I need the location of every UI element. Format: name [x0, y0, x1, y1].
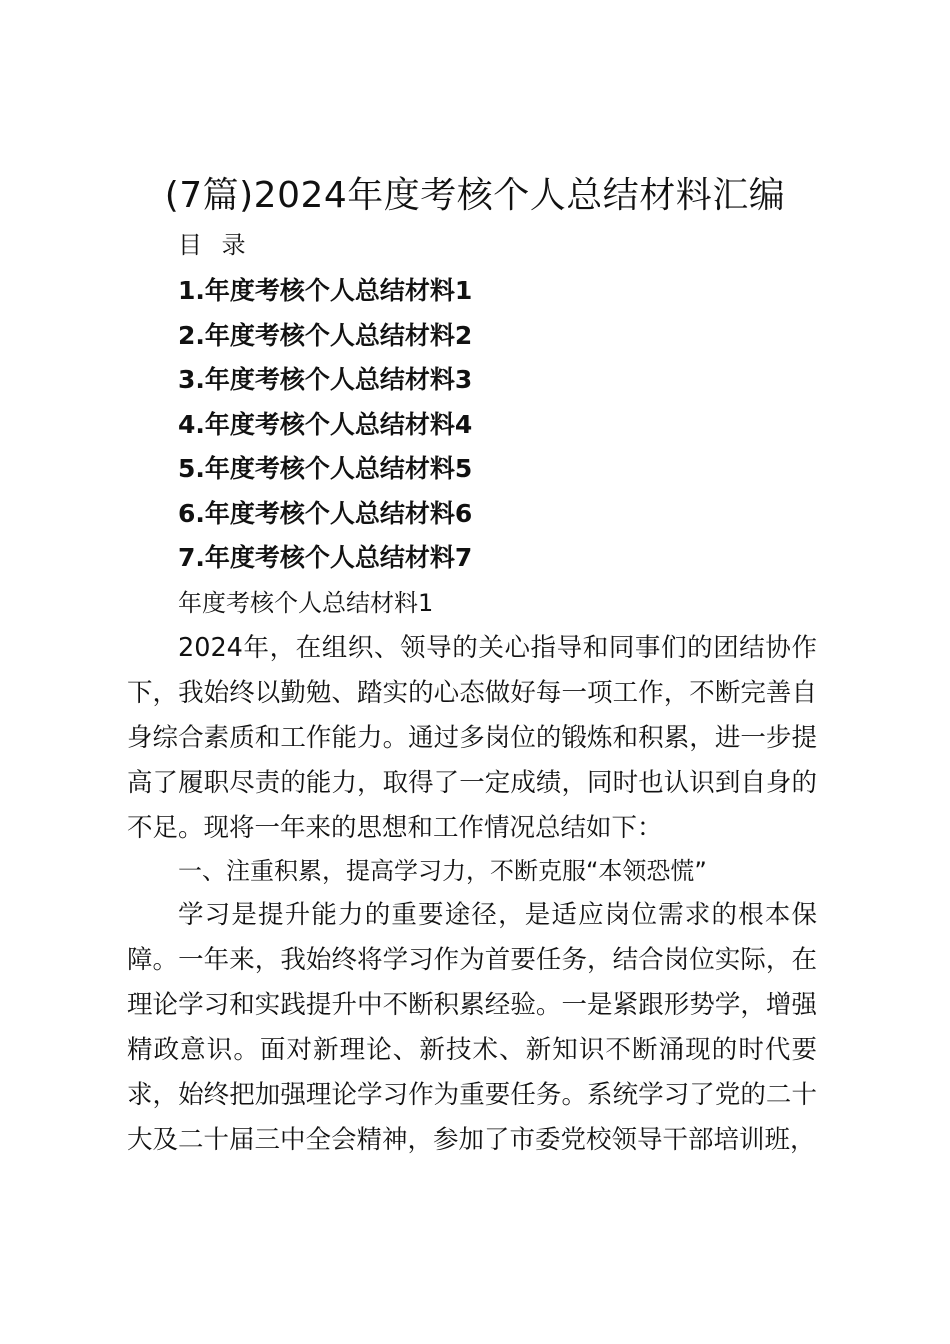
paragraph-learning: 学习是提升能力的重要途径，是适应岗位需求的根本保障。一年来，我始终将学习作为首要任务，结合岗位实际，在理论学习和实践提升中不断积累经验。一是紧跟形势学，增强精政意识。面对新理论、新技术、新知识不断涌现的时代要求，始终把加强理论学习作为重要任务。系统学习了党的二十大及二十届三中全会精神，参加了市委党校领导干部培训班， — [127, 900, 817, 1155]
toc-item-6[interactable]: 6.年度考核个人总结材料6 — [178, 499, 473, 528]
section-heading-1: 一、注重积累，提高学习力，不断克服“本领恐慌” — [178, 857, 707, 885]
toc-item-7[interactable]: 7.年度考核个人总结材料7 — [178, 543, 473, 572]
toc-item-4[interactable]: 4.年度考核个人总结材料4 — [178, 410, 473, 439]
document-title: (7篇)2024年度考核个人总结材料汇编 — [164, 175, 786, 216]
toc-item-3[interactable]: 3.年度考核个人总结材料3 — [178, 365, 473, 394]
toc-heading: 目 录 — [178, 231, 252, 259]
toc-item-5[interactable]: 5.年度考核个人总结材料5 — [178, 454, 473, 483]
toc-item-2[interactable]: 2.年度考核个人总结材料2 — [178, 321, 473, 350]
paragraph-intro: 2024年，在组织、领导的关心指导和同事们的团结协作下，我始终以勤勉、踏实的心态做好每一项工作，不断完善自身综合素质和工作能力。通过多岗位的锻炼和积累，进一步提高了履职尽责的能力，取得了一定成绩，同时也认识到自身的不足。现将一年来的思想和工作情况总结如下： — [127, 633, 817, 843]
section-title: 年度考核个人总结材料1 — [178, 589, 434, 617]
toc-item-1[interactable]: 1.年度考核个人总结材料1 — [178, 276, 473, 305]
